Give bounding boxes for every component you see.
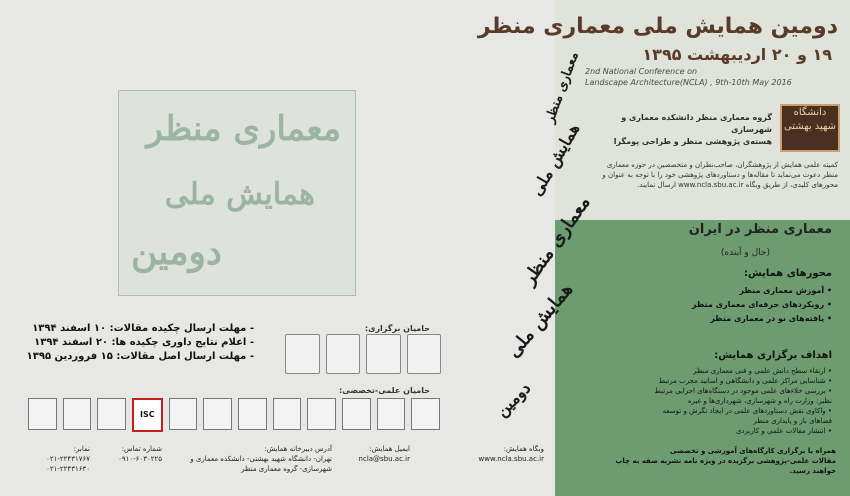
phone-number: ۰۲۱-۲۲۴۳۱۶۳۰	[46, 465, 90, 473]
scientific-sponsor-logos	[28, 398, 440, 432]
deadline-item: - اعلام نتایج داوری چکیده ها: ۲۰ اسفند ۱۳۹۴	[34, 337, 254, 348]
website-link[interactable]: www.ncla.sbu.ac.ir	[478, 455, 544, 463]
footer-address	[164, 444, 332, 474]
calligraphy-watermark	[118, 90, 356, 296]
footer-website	[414, 444, 544, 464]
website-label: وبگاه همایش:	[503, 445, 544, 453]
sponsor-logo-icon	[273, 398, 302, 430]
email-link[interactable]: ncla@sbu.ac.ir	[358, 455, 410, 463]
list-item: • واکاوی نقش دستاوردهای علمی در ایجاد نگرش و توسعه فضاهای باز و پایداری منظر	[652, 406, 832, 426]
theme-subtitle: (حال و آینده)	[720, 248, 770, 258]
sponsor-logo-icon	[238, 398, 267, 430]
sponsor-logo-icon	[28, 398, 57, 430]
organizer-line2: هسته‌ی پژوهشی منظر و طراحی پومگرا	[613, 137, 772, 146]
sponsor-logo-icon	[307, 398, 336, 430]
sponsor-logo-icon	[97, 398, 126, 430]
calligraphy-fragment: همایش ملی	[503, 279, 578, 362]
intro-text: کمیته علمی همایش از پژوهشگران، صاحب‌نظران و متخصصین در حوزه معماری منظر دعوت می‌نماید تا مقاله‌ها و دستاوردهای پژوهشی خود را با توجه به عنوان و محورهای کلیدی، از طریق وبگاه www.ncla.sbu.ac.ir ارسال نمایند.	[602, 161, 838, 189]
list-item: • یافته‌های نو در معماری منظر	[692, 312, 832, 326]
isc-logo: ISC	[132, 398, 163, 432]
deadline-item: - مهلت ارسال چکیده مقالات: ۱۰ اسفند ۱۳۹۴	[32, 323, 254, 334]
list-item: • ارتقاء سطح دانش علمی و فنی معماری منظر	[652, 366, 832, 376]
theme-title: معماری منظر در ایران	[688, 222, 832, 237]
sponsor-logo-icon	[169, 398, 198, 430]
watermark-line: همایش ملی	[164, 177, 315, 212]
goals-heading: اهداف برگزاری همایش:	[714, 350, 832, 361]
address-text: تهران- دانشگاه شهید بهشتی- دانشکده معماری و شهرسازی- گروه معماری منظر	[190, 455, 332, 473]
sponsor-logo-icon	[411, 398, 440, 430]
sponsor-logo-icon	[203, 398, 232, 430]
axes-list	[692, 284, 832, 326]
list-item: • آموزش معماری منظر	[692, 284, 832, 298]
deadlines	[14, 322, 254, 364]
title-en-line1: 2nd National Conference on	[585, 67, 698, 76]
footer	[14, 444, 544, 484]
list-item: • شناسایی مراکز علمی و دانشگاهی و اساتید مجرب مرتبط	[652, 376, 832, 386]
list-item: • رویکردهای حرفه‌ای معماری منظر	[692, 298, 832, 312]
list-item: • بررسی خلاءهای علمی موجود در دستگاه‌های اجرایی مرتبط نظیر: وزارت راه و شهرسازی، شهرداری‌ها و غیره	[652, 386, 832, 406]
sponsor-logos	[285, 334, 441, 374]
sponsor-logo-icon	[63, 398, 92, 430]
sponsor-logo-icon	[326, 334, 361, 374]
address-label: آدرس دبیرخانه همایش:	[264, 445, 332, 453]
footer-fax	[14, 444, 90, 474]
sponsor-logo-icon	[366, 334, 401, 374]
deadline-item: - مهلت ارسال اصل مقالات: ۱۵ فروردین ۱۳۹۵	[26, 351, 254, 362]
sponsor-logo-icon	[285, 334, 320, 374]
goals-list	[652, 366, 832, 436]
calligraphy-fragment: دومین	[492, 378, 535, 421]
list-item: • انتشار مقالات علمی و کاربردی	[652, 426, 832, 436]
note-item: مقالات علمی-پژوهشی برگزیده در ویژه نامه نشریه صفه به چاپ خواهند رسید.	[615, 457, 836, 475]
title-en-line2: Landscape Architecture(NCLA) , 9th-10th May 2016	[585, 78, 792, 87]
university-logo	[780, 104, 840, 152]
calligraphy-fragment: همایش ملی	[526, 120, 584, 199]
footer-contact	[92, 444, 162, 464]
conference-date-fa: ۱۹ و ۲۰ اردیبهشت ۱۳۹۵	[642, 45, 832, 64]
sponsor-logo-icon	[342, 398, 371, 430]
logo-text: دانشگاه شهید بهشتی	[783, 107, 837, 132]
organizer-line1: گروه معماری منظر دانشکده معماری و شهرسازی	[621, 113, 772, 134]
note-item: همراه با برگزاری کارگاه‌های آموزشی و تخصصی	[669, 447, 836, 455]
fax-label: نمابر:	[73, 445, 90, 453]
email-label: ایمیل همایش:	[369, 445, 410, 453]
sponsor-logo-icon	[377, 398, 406, 430]
footer-email	[334, 444, 410, 464]
phone-number: ۰۲۱-۲۲۴۳۱۷۶۷	[46, 455, 90, 463]
sponsors-heading: حامیان برگزاری:	[364, 324, 430, 333]
sponsor-emblem-icon	[407, 334, 442, 374]
scientific-sponsors-heading: حامیان علمی-تخصصی:	[339, 386, 430, 395]
axes-heading: محورهای همایش:	[743, 268, 832, 279]
contact-label: شماره تماس:	[121, 445, 162, 453]
calligraphy-fragment: معماری منظر	[518, 192, 595, 289]
watermark-line: دومین	[131, 231, 222, 273]
calligraphy-fragment: معماری منظر	[542, 49, 582, 126]
contact-number: ۰۹۱۰-۶۰۳۰۲۲۵	[118, 455, 162, 463]
conference-title-fa: دومین همایش ملی معماری منظر	[477, 14, 838, 39]
watermark-line: معماری منظر	[146, 109, 341, 149]
